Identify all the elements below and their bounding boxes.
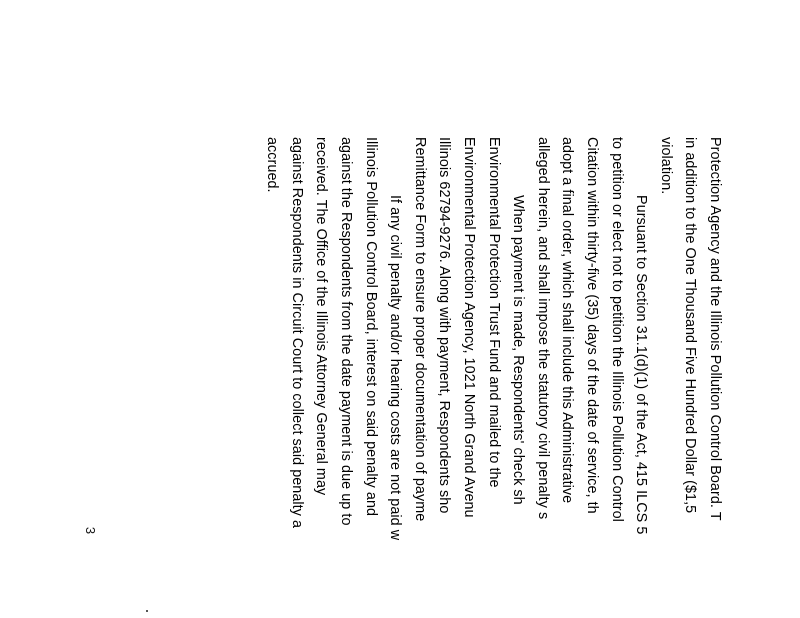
body-line: against Respondents in Circuit Court to collect said penalty a	[288, 137, 305, 529]
body-line: against the Respondents from the date payment is due up to	[338, 137, 355, 526]
body-line: Protection Agency and the Illinois Pollution Control Board. T	[707, 137, 723, 521]
paragraph-start-line: Pursuant to Section 31.1(d)(1) of the Act, 415 ILCS 5	[633, 195, 650, 535]
body-line: accrued.	[264, 137, 281, 193]
scan-speck	[146, 610, 148, 612]
page-number: 3	[83, 526, 99, 535]
body-line: Environmental Protection Agency, 1021 North Grand Avenu	[461, 137, 478, 518]
paragraph-start-line: If any civil penalty and/or hearing costs are not paid w	[387, 195, 404, 541]
body-line: to petition or elect not to petition the Illinois Pollution Control	[608, 137, 625, 522]
body-line: Illinois Pollution Control Board, interest on said penalty and	[362, 137, 379, 517]
paragraph-start-line: When payment is made, Respondents' check sh	[510, 195, 527, 505]
body-line: Citation within thirty-five (35) days of the date of service, th	[584, 137, 601, 514]
body-line: Remittance Form to ensure proper documentation of payme	[411, 137, 428, 522]
body-line: alleged herein, and shall impose the statutory civil penalty s	[534, 137, 551, 520]
body-line: adopt a final order, which shall include this Administrative	[559, 137, 576, 504]
body-line: in addition to the One Thousand Five Hundred Dollar ($1,5	[682, 137, 699, 514]
body-line: violation.	[657, 137, 674, 195]
body-line: Environmental Protection Trust Fund and mailed to the	[485, 137, 502, 488]
body-line: received. The Office of the Illinois Attorney General may	[313, 137, 330, 496]
document-body	[260, 137, 727, 618]
body-line: Illinois 62794-9276. Along with payment, Respondents sho	[436, 137, 453, 514]
